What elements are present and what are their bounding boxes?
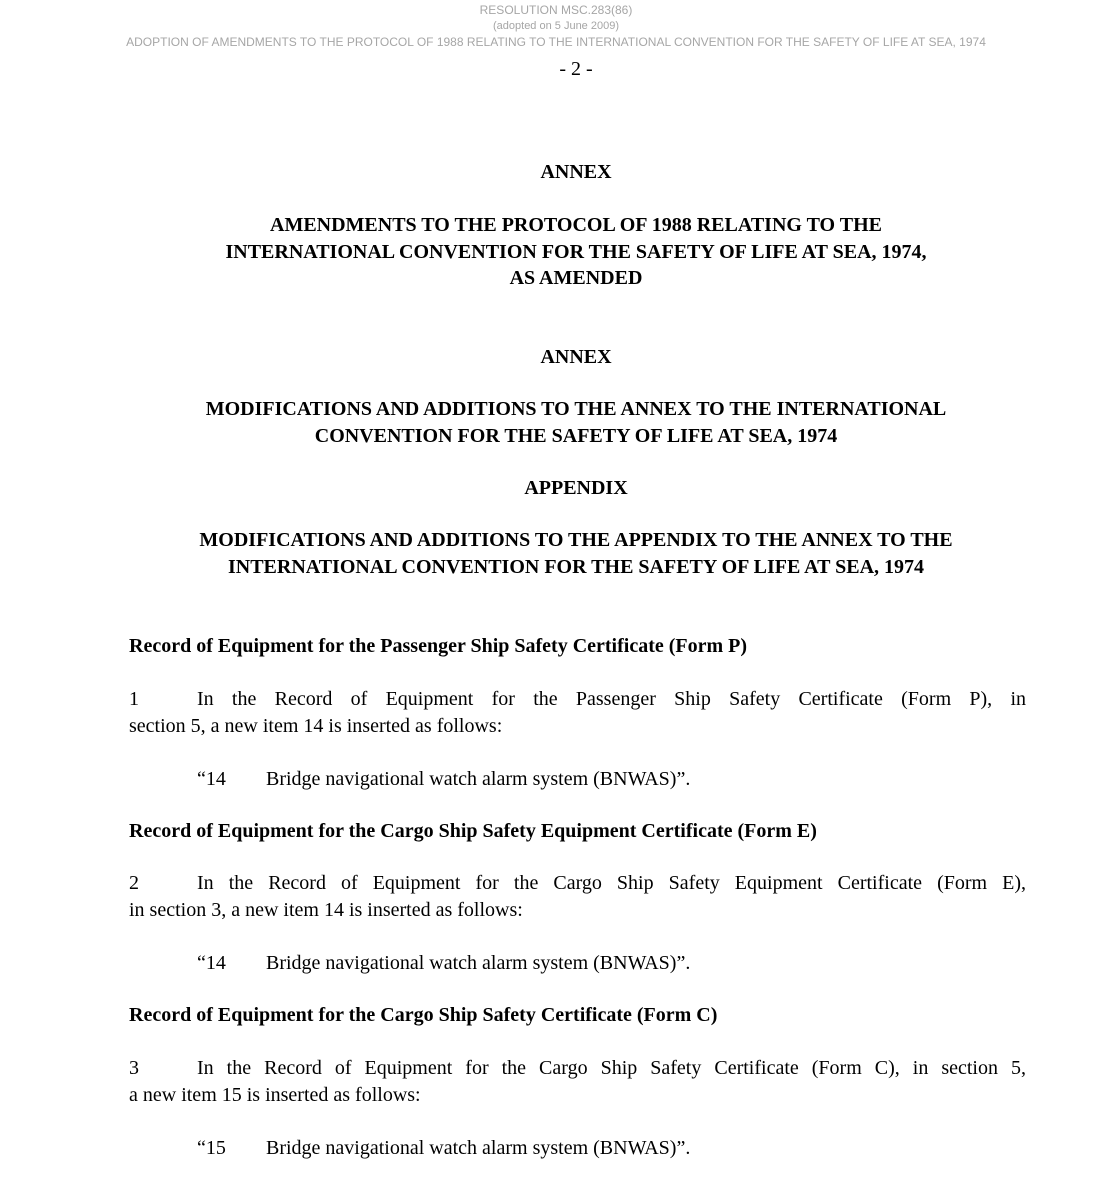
page-number: - 2 -: [559, 58, 593, 80]
header-resolution: RESOLUTION MSC.283(86): [479, 3, 633, 17]
section-heading: Record of Equipment for the Cargo Ship Safety Equipment Certificate (Form E): [129, 820, 817, 842]
paragraph-number: 2: [129, 872, 139, 894]
title-line: MODIFICATIONS AND ADDITIONS TO THE APPENDIX TO THE ANNEX TO THE: [199, 529, 953, 551]
header-subject: ADOPTION OF AMENDMENTS TO THE PROTOCOL OF 1988 RELATING TO THE INTERNATIONAL CONVENTION FOR THE SAFETY OF LIFE AT SEA, 1974: [126, 35, 986, 49]
item-text: Bridge navigational watch alarm system (BNWAS)”.: [266, 1137, 691, 1159]
item-number: “15: [197, 1137, 226, 1159]
inserted-item: [197, 766, 690, 792]
section-paragraph: [129, 1055, 1026, 1109]
inserted-item: [197, 950, 690, 976]
paragraph-line: [129, 870, 1026, 897]
annex-title-1: [0, 159, 1112, 186]
title-line: AMENDMENTS TO THE PROTOCOL OF 1988 RELATING TO THE: [270, 214, 882, 236]
annex-title-2: [0, 344, 1112, 371]
item-text: Bridge navigational watch alarm system (BNWAS)”.: [266, 952, 691, 974]
paragraph-number: 3: [129, 1057, 139, 1079]
paragraph-number: 1: [129, 688, 139, 710]
paragraph-text: In the Record of Equipment for the Cargo Ship Safety Certificate (Form C), in section 5,: [197, 1057, 1026, 1079]
modifications-annex-title: [0, 396, 1112, 449]
paragraph-line: section 5, a new item 14 is inserted as follows:: [129, 715, 503, 737]
section-paragraph: [129, 870, 1026, 924]
amendments-title: [0, 212, 1112, 292]
paragraph-text: In the Record of Equipment for the Cargo Ship Safety Equipment Certificate (Form E),: [197, 872, 1026, 894]
item-text: Bridge navigational watch alarm system (BNWAS)”.: [266, 768, 691, 790]
title-line: ANNEX: [540, 346, 612, 368]
title-line: CONVENTION FOR THE SAFETY OF LIFE AT SEA, 1974: [314, 424, 838, 447]
section-heading: Record of Equipment for the Passenger Ship Safety Certificate (Form P): [129, 635, 748, 657]
paragraph-line: [129, 1055, 1026, 1082]
title-line: INTERNATIONAL CONVENTION FOR THE SAFETY OF LIFE AT SEA, 1974,: [225, 240, 927, 263]
paragraph-line: a new item 15 is inserted as follows:: [129, 1084, 421, 1106]
paragraph-text: In the Record of Equipment for the Passenger Ship Safety Certificate (Form P), in: [197, 688, 1026, 710]
paragraph-line: in section 3, a new item 14 is inserted as follows:: [129, 899, 523, 921]
title-line: MODIFICATIONS AND ADDITIONS TO THE ANNEX TO THE INTERNATIONAL: [205, 398, 947, 420]
title-line: ANNEX: [540, 161, 612, 183]
title-line: AS AMENDED: [509, 267, 643, 289]
section-paragraph: [129, 686, 1026, 740]
inserted-item: [197, 1135, 690, 1161]
title-line: INTERNATIONAL CONVENTION FOR THE SAFETY OF LIFE AT SEA, 1974: [227, 555, 925, 578]
section-heading: Record of Equipment for the Cargo Ship Safety Certificate (Form C): [129, 1004, 718, 1026]
title-line: APPENDIX: [524, 477, 628, 499]
paragraph-line: [129, 686, 1026, 713]
appendix-title: [0, 475, 1112, 502]
header-adopted-date: (adopted on 5 June 2009): [493, 20, 619, 32]
item-number: “14: [197, 952, 226, 974]
item-number: “14: [197, 768, 226, 790]
modifications-appendix-title: [0, 527, 1112, 580]
